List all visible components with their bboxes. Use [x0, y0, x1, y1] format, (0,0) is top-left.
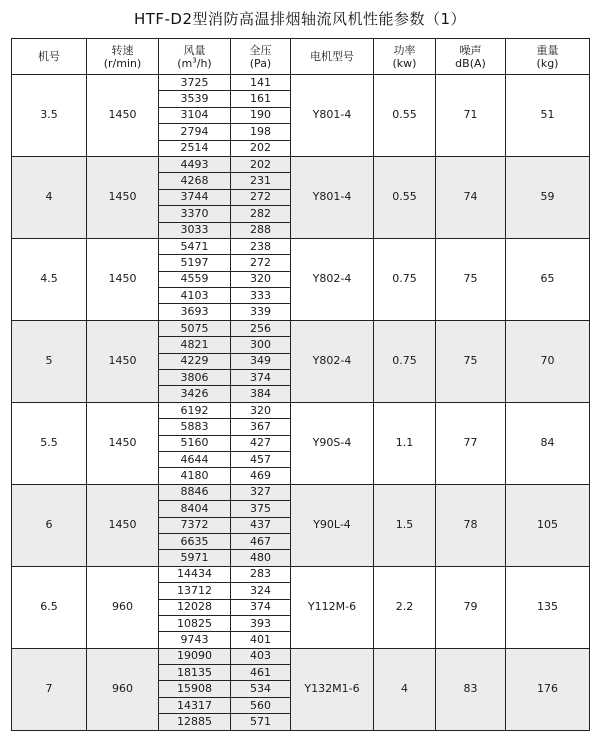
pressure-cell: 393: [231, 615, 291, 631]
weight-cell: 70: [506, 320, 590, 402]
pressure-cell: 283: [231, 566, 291, 582]
power-cell: 1.1: [374, 402, 436, 484]
airflow-cell: 4821: [159, 337, 231, 353]
airflow-cell: 8404: [159, 501, 231, 517]
pressure-cell: 560: [231, 697, 291, 713]
noise-cell: 83: [436, 648, 506, 730]
header-speed: 转速 (r/min): [87, 39, 159, 75]
header-noise: 噪声 dB(A): [436, 39, 506, 75]
airflow-cell: 12028: [159, 599, 231, 615]
speed-cell: 1450: [87, 238, 159, 320]
model-no-cell: 5.5: [12, 402, 87, 484]
airflow-cell: 8846: [159, 484, 231, 500]
motor-cell: Y112M-6: [291, 566, 374, 648]
power-cell: 1.5: [374, 484, 436, 566]
table-body: [12, 75, 590, 731]
airflow-cell: 18135: [159, 665, 231, 681]
pressure-cell: 534: [231, 681, 291, 697]
noise-cell: 71: [436, 75, 506, 157]
pressure-cell: 198: [231, 124, 291, 140]
table-row: [12, 484, 590, 500]
power-cell: 0.55: [374, 156, 436, 238]
speed-cell: 1450: [87, 156, 159, 238]
airflow-cell: 5883: [159, 419, 231, 435]
pressure-cell: 403: [231, 648, 291, 664]
pressure-cell: 190: [231, 107, 291, 123]
pressure-cell: 374: [231, 599, 291, 615]
airflow-cell: 3539: [159, 91, 231, 107]
pressure-cell: 339: [231, 304, 291, 320]
airflow-cell: 4229: [159, 353, 231, 369]
airflow-cell: 3370: [159, 206, 231, 222]
airflow-cell: 6192: [159, 402, 231, 418]
weight-cell: 84: [506, 402, 590, 484]
pressure-cell: 457: [231, 451, 291, 467]
airflow-cell: 3033: [159, 222, 231, 238]
model-no-cell: 4.5: [12, 238, 87, 320]
pressure-cell: 384: [231, 386, 291, 402]
airflow-cell: 4103: [159, 288, 231, 304]
pressure-cell: 427: [231, 435, 291, 451]
airflow-cell: 3725: [159, 75, 231, 91]
header-model-no: 机号: [12, 39, 87, 75]
airflow-cell: 19090: [159, 648, 231, 664]
airflow-cell: 9743: [159, 632, 231, 648]
speed-cell: 1450: [87, 402, 159, 484]
weight-cell: 135: [506, 566, 590, 648]
motor-cell: Y802-4: [291, 320, 374, 402]
speed-cell: 1450: [87, 75, 159, 157]
power-cell: 0.75: [374, 320, 436, 402]
noise-cell: 78: [436, 484, 506, 566]
pressure-cell: 202: [231, 140, 291, 156]
table-row: [12, 402, 590, 418]
airflow-cell: 5197: [159, 255, 231, 271]
header-row: [12, 39, 590, 75]
model-no-cell: 6.5: [12, 566, 87, 648]
speed-cell: 1450: [87, 484, 159, 566]
table-row: [12, 320, 590, 336]
pressure-cell: 231: [231, 173, 291, 189]
airflow-cell: 15908: [159, 681, 231, 697]
pressure-cell: 327: [231, 484, 291, 500]
airflow-cell: 5160: [159, 435, 231, 451]
pressure-cell: 401: [231, 632, 291, 648]
pressure-cell: 202: [231, 156, 291, 172]
model-no-cell: 4: [12, 156, 87, 238]
motor-cell: Y802-4: [291, 238, 374, 320]
noise-cell: 79: [436, 566, 506, 648]
pressure-cell: 469: [231, 468, 291, 484]
weight-cell: 176: [506, 648, 590, 730]
weight-cell: 105: [506, 484, 590, 566]
model-no-cell: 7: [12, 648, 87, 730]
pressure-cell: 161: [231, 91, 291, 107]
pressure-cell: 256: [231, 320, 291, 336]
pressure-cell: 333: [231, 288, 291, 304]
pressure-cell: 467: [231, 533, 291, 549]
airflow-cell: 4644: [159, 451, 231, 467]
pressure-cell: 272: [231, 255, 291, 271]
airflow-cell: 3104: [159, 107, 231, 123]
airflow-cell: 3693: [159, 304, 231, 320]
pressure-cell: 320: [231, 271, 291, 287]
airflow-cell: 2794: [159, 124, 231, 140]
power-cell: 0.55: [374, 75, 436, 157]
header-weight: 重量 (kg): [506, 39, 590, 75]
pressure-cell: 437: [231, 517, 291, 533]
airflow-cell: 4268: [159, 173, 231, 189]
airflow-cell: 14434: [159, 566, 231, 582]
pressure-cell: 288: [231, 222, 291, 238]
airflow-cell: 2514: [159, 140, 231, 156]
model-no-cell: 6: [12, 484, 87, 566]
motor-cell: Y90L-4: [291, 484, 374, 566]
airflow-cell: 5971: [159, 550, 231, 566]
airflow-cell: 4493: [159, 156, 231, 172]
pressure-cell: 282: [231, 206, 291, 222]
pressure-cell: 349: [231, 353, 291, 369]
table-row: [12, 238, 590, 254]
table-row: [12, 566, 590, 582]
performance-table: [11, 38, 590, 731]
pressure-cell: 375: [231, 501, 291, 517]
noise-cell: 75: [436, 320, 506, 402]
pressure-cell: 571: [231, 714, 291, 730]
weight-cell: 59: [506, 156, 590, 238]
airflow-cell: 3426: [159, 386, 231, 402]
weight-cell: 51: [506, 75, 590, 157]
header-airflow: 风量 $(m^3/h)$: [159, 39, 231, 75]
table-row: [12, 75, 590, 91]
motor-cell: Y132M1-6: [291, 648, 374, 730]
model-no-cell: 3.5: [12, 75, 87, 157]
airflow-cell: 4180: [159, 468, 231, 484]
airflow-cell: 14317: [159, 697, 231, 713]
airflow-cell: 6635: [159, 533, 231, 549]
pressure-cell: 141: [231, 75, 291, 91]
airflow-cell: 12885: [159, 714, 231, 730]
speed-cell: 960: [87, 566, 159, 648]
airflow-cell: 5471: [159, 238, 231, 254]
speed-cell: 960: [87, 648, 159, 730]
power-cell: 4: [374, 648, 436, 730]
power-cell: 2.2: [374, 566, 436, 648]
airflow-cell: 10825: [159, 615, 231, 631]
page-title: HTF-D2型消防高温排烟轴流风机性能参数（1）: [133, 10, 467, 28]
table-row: [12, 156, 590, 172]
noise-cell: 77: [436, 402, 506, 484]
header-motor: 电机型号: [291, 39, 374, 75]
speed-cell: 1450: [87, 320, 159, 402]
airflow-cell: 7372: [159, 517, 231, 533]
pressure-cell: 374: [231, 370, 291, 386]
motor-cell: Y801-4: [291, 156, 374, 238]
header-pressure: 全压 (Pa): [231, 39, 291, 75]
pressure-cell: 324: [231, 583, 291, 599]
airflow-cell: 4559: [159, 271, 231, 287]
pressure-cell: 238: [231, 238, 291, 254]
motor-cell: Y90S-4: [291, 402, 374, 484]
pressure-cell: 272: [231, 189, 291, 205]
noise-cell: 75: [436, 238, 506, 320]
pressure-cell: 300: [231, 337, 291, 353]
pressure-cell: 320: [231, 402, 291, 418]
header-power: 功率 (kw): [374, 39, 436, 75]
pressure-cell: 367: [231, 419, 291, 435]
noise-cell: 74: [436, 156, 506, 238]
motor-cell: Y801-4: [291, 75, 374, 157]
pressure-cell: 480: [231, 550, 291, 566]
model-no-cell: 5: [12, 320, 87, 402]
airflow-cell: 3744: [159, 189, 231, 205]
weight-cell: 65: [506, 238, 590, 320]
airflow-cell: 3806: [159, 370, 231, 386]
airflow-cell: 13712: [159, 583, 231, 599]
airflow-cell: 5075: [159, 320, 231, 336]
power-cell: 0.75: [374, 238, 436, 320]
table-row: [12, 648, 590, 664]
pressure-cell: 461: [231, 665, 291, 681]
